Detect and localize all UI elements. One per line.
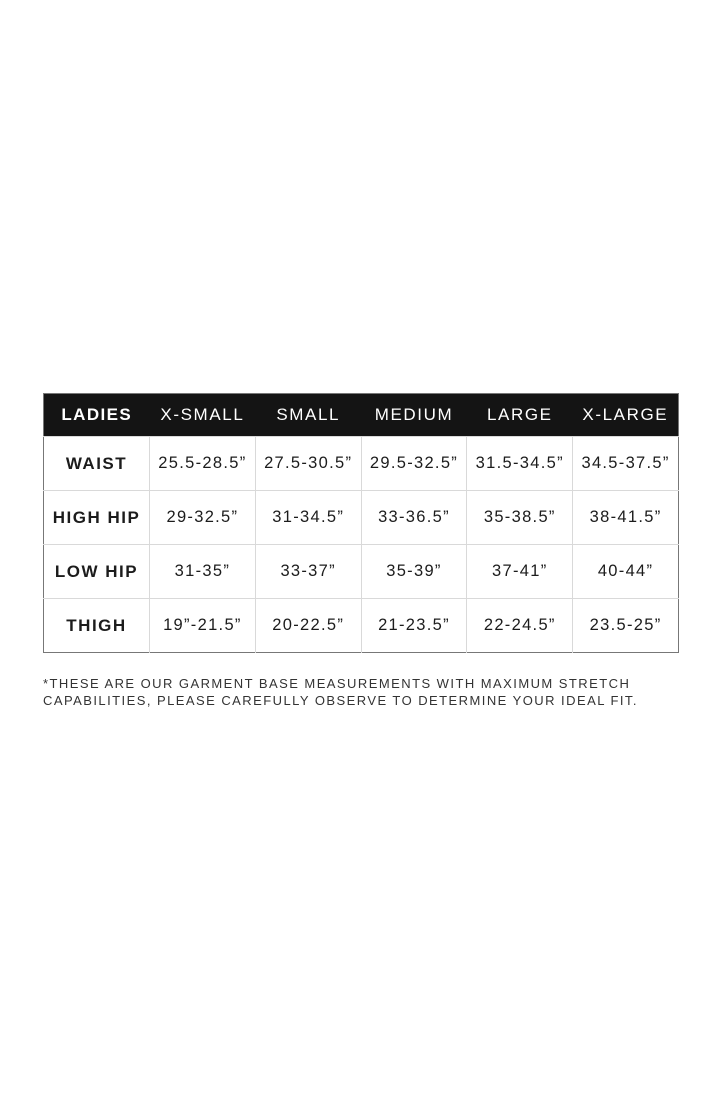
footnote-line-1: *THESE ARE OUR GARMENT BASE MEASUREMENTS WITH MAXIMUM STRETCH [43, 676, 631, 691]
table-cell: 40-44” [573, 545, 679, 599]
size-chart-table [43, 393, 679, 653]
row-label: THIGH [44, 599, 150, 653]
size-chart [43, 393, 678, 653]
row-label: WAIST [44, 437, 150, 491]
table-cell: 31-35” [150, 545, 256, 599]
table-cell: 35-38.5” [467, 491, 573, 545]
table-cell: 29.5-32.5” [361, 437, 467, 491]
table-cell: 31.5-34.5” [467, 437, 573, 491]
table-cell: 27.5-30.5” [255, 437, 361, 491]
table-cell: 33-36.5” [361, 491, 467, 545]
table-cell: 33-37” [255, 545, 361, 599]
row-label: LOW HIP [44, 545, 150, 599]
header-row [44, 394, 679, 437]
column-header-small: SMALL [276, 405, 341, 424]
table-cell: 23.5-25” [573, 599, 679, 653]
table-cell: 37-41” [467, 545, 573, 599]
table-row-thigh [44, 599, 679, 653]
table-cell: 34.5-37.5” [573, 437, 679, 491]
footnote-line-2: CAPABILITIES, PLEASE CAREFULLY OBSERVE TO DETERMINE YOUR IDEAL FIT. [43, 693, 638, 708]
table-cell: 35-39” [361, 545, 467, 599]
column-header-x-small: X-SMALL [160, 405, 245, 424]
column-header-x-large: X-LARGE [582, 405, 669, 424]
table-cell: 20-22.5” [255, 599, 361, 653]
table-cell: 31-34.5” [255, 491, 361, 545]
table-cell: 25.5-28.5” [150, 437, 256, 491]
table-cell: 19”-21.5” [150, 599, 256, 653]
table-row-high-hip [44, 491, 679, 545]
table-cell: 38-41.5” [573, 491, 679, 545]
row-label: HIGH HIP [44, 491, 150, 545]
column-header-medium: MEDIUM [374, 405, 454, 424]
column-header-large: LARGE [486, 405, 553, 424]
table-cell: 22-24.5” [467, 599, 573, 653]
footnote [43, 675, 683, 709]
table-cell: 29-32.5” [150, 491, 256, 545]
table-cell: 21-23.5” [361, 599, 467, 653]
table-row-waist [44, 437, 679, 491]
table-row-low-hip [44, 545, 679, 599]
corner-label: LADIES [61, 405, 133, 424]
